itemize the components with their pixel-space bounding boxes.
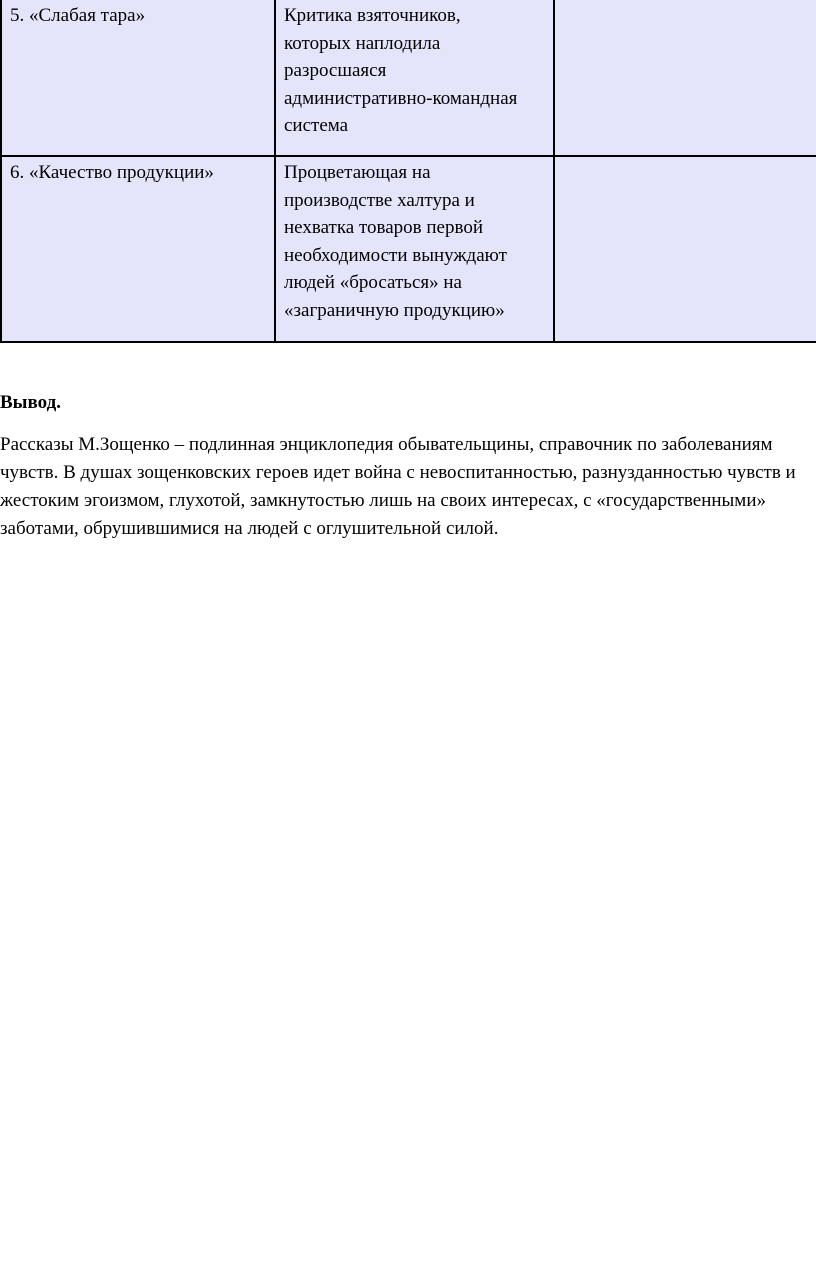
table-row — [1, 156, 816, 342]
table-cell-notes — [554, 156, 816, 342]
conclusion-paragraph: Рассказы М.Зощенко – подлинная энциклопедия обывательщины, справочник по заболеваниям чувств. В душах зощенковских героев идет война с невоспитанностью, разнузданностью чувств и жестоким эгоизмом, глухотой, замкнутостью лишь на своих интересах, с «государственными» заботами, обрушившимися на людей с оглушительной силой. — [0, 434, 796, 539]
row-description: Процветающая на производстве халтура и нехватка товаров первой необходимости вынуждают людей «бросаться» на «заграничную продукцию» — [284, 162, 507, 321]
table-cell-description — [275, 0, 554, 156]
conclusion-heading: Вывод. — [0, 392, 61, 413]
row-description: Критика взяточников, которых наплодила разросшаяся административно-командная система — [284, 5, 518, 136]
table-cell-description — [275, 156, 554, 342]
row-title: 6. «Качество продукции» — [10, 162, 214, 183]
table-cell-title — [1, 156, 275, 342]
table-cell-title — [1, 0, 275, 156]
row-title: 5. «Слабая тара» — [10, 5, 146, 26]
stories-table — [0, 0, 816, 343]
table-cell-notes — [554, 0, 816, 156]
table-row — [1, 0, 816, 156]
